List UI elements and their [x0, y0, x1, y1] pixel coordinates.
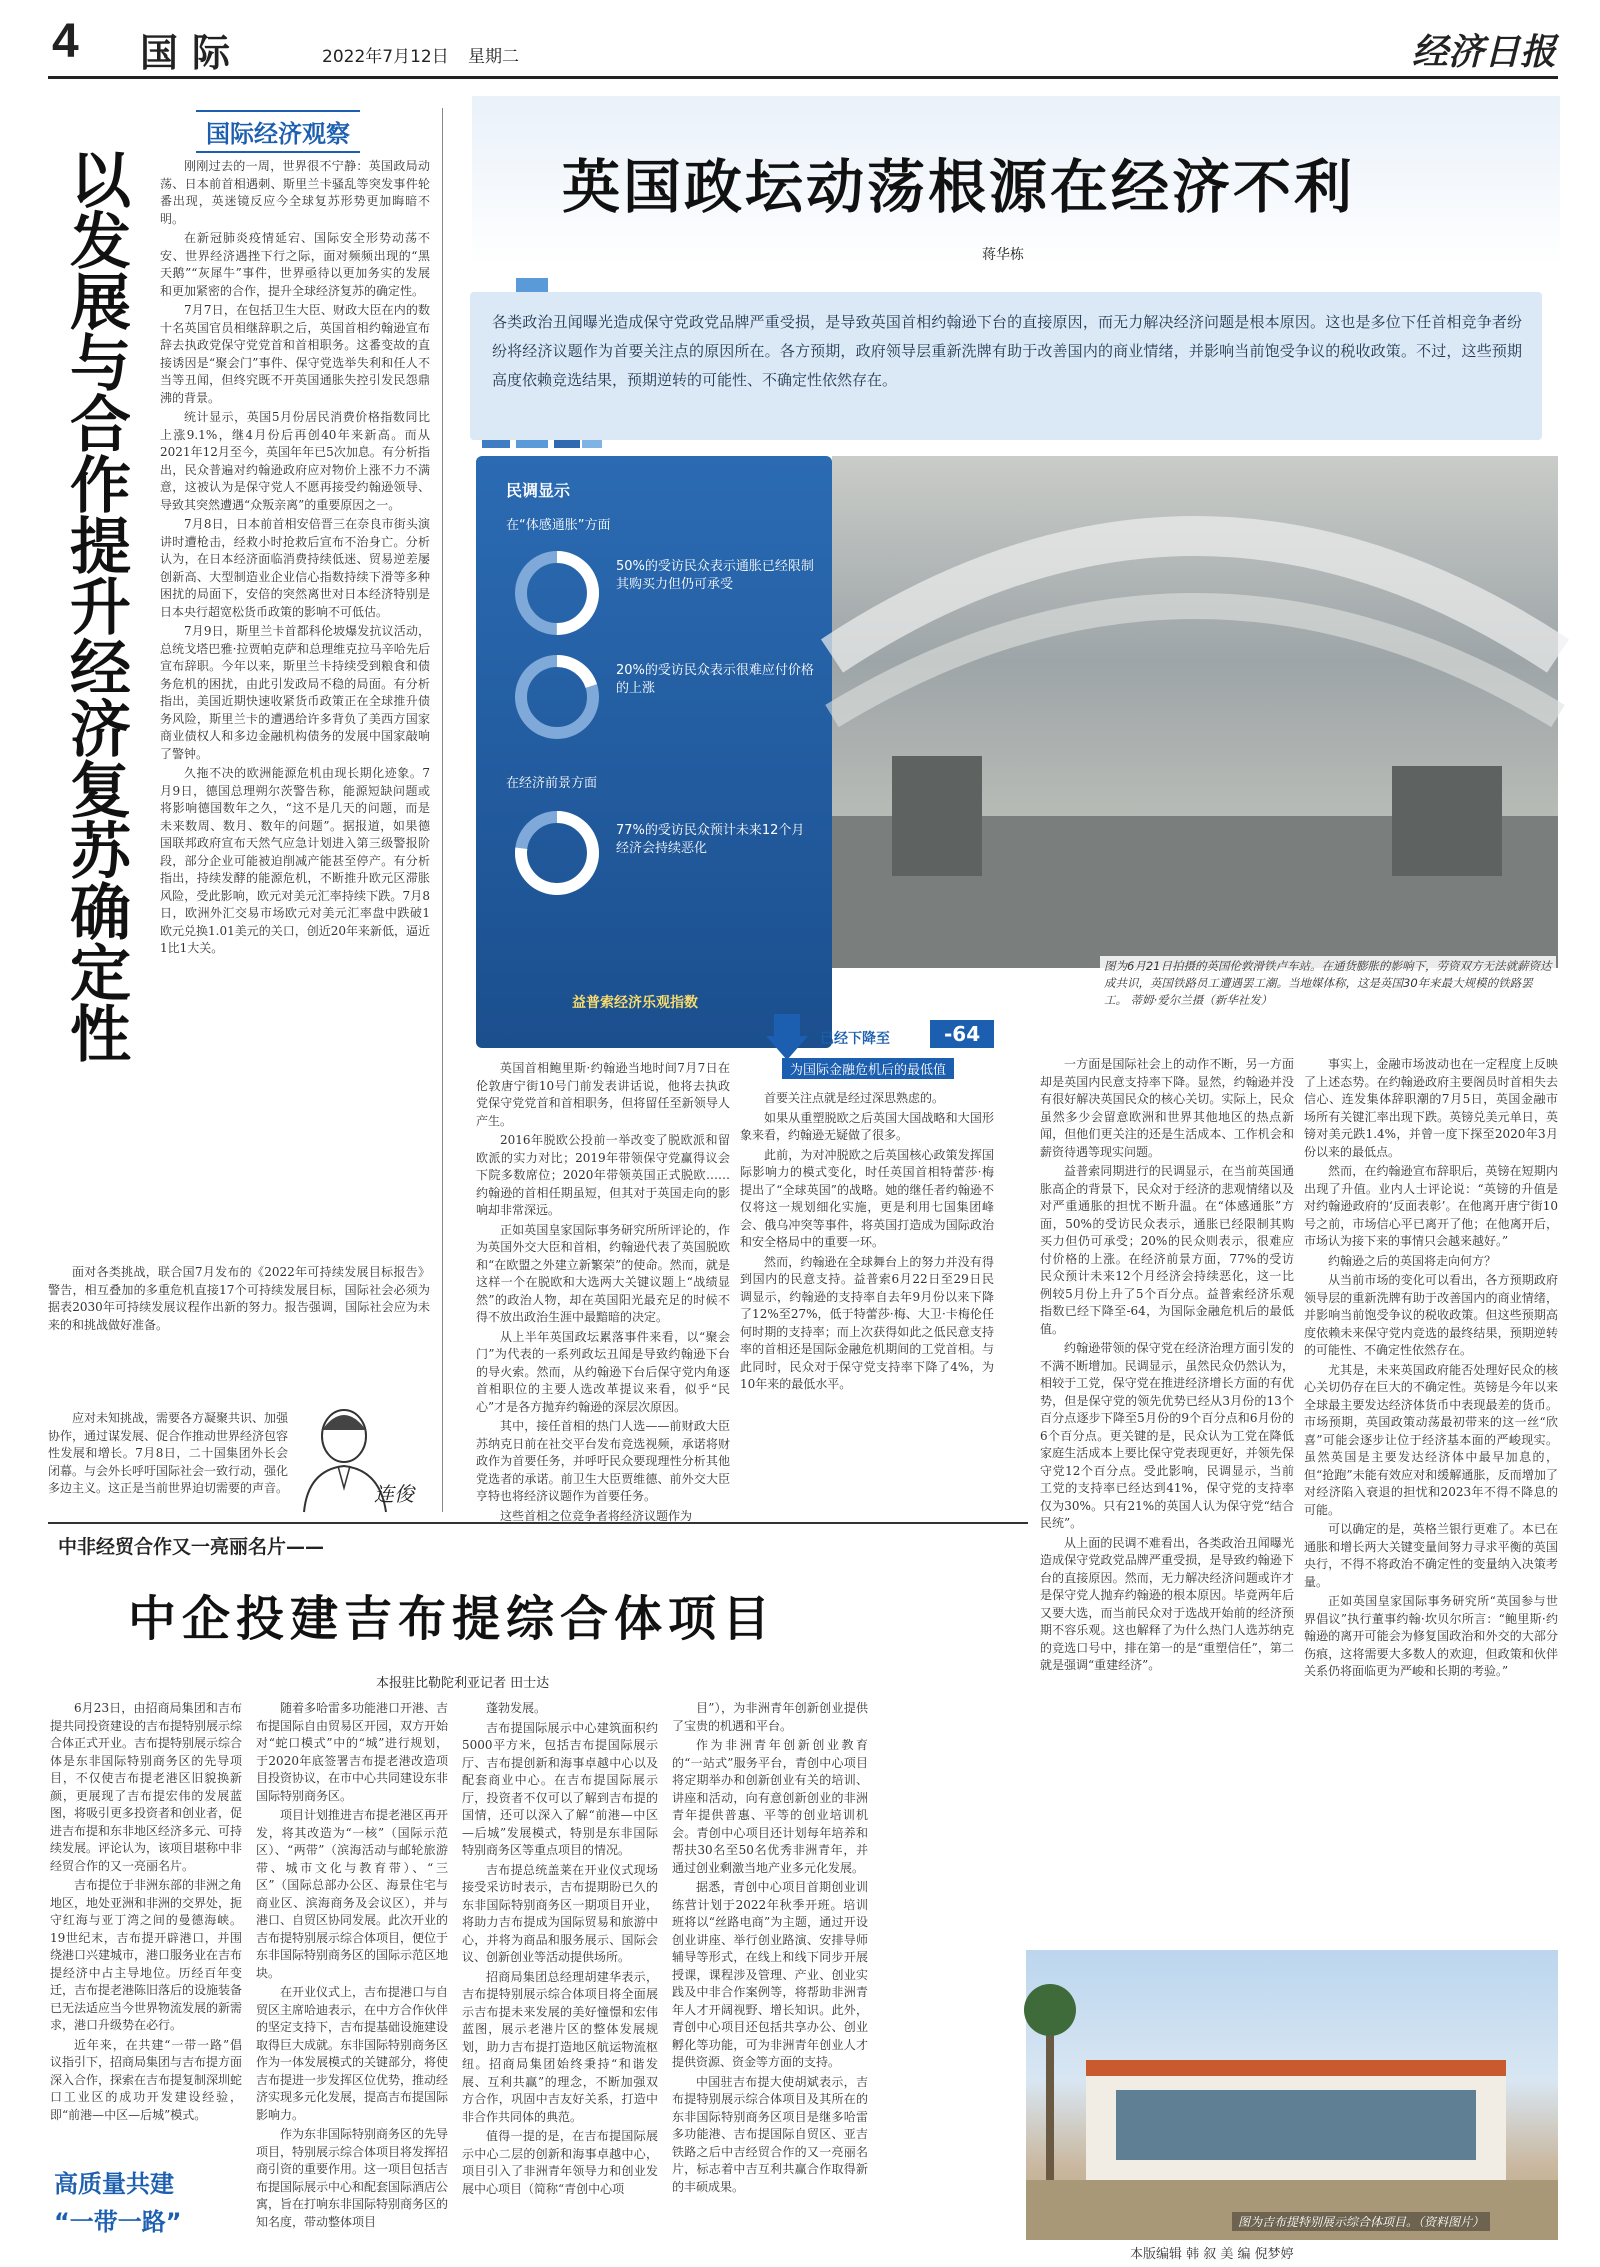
- main-paragraph: 这些首相之位竞争者将经济议题作为: [500, 1508, 693, 1523]
- bottom-paragraph: 蓬勃发展。: [486, 1701, 547, 1715]
- left-article-headline: 以发展与合作提升经济复苏确定性: [60, 148, 131, 1063]
- bottom-paragraph: 近年来，在共建“一带一路”倡议指引下，招商局集团与吉布提方面深入合作，探索在吉布提复制深圳蛇口工业区的成功开发建设经验，即“前港—中区—后城”模式。: [50, 2037, 243, 2122]
- bottom-paragraph: 6月23日，由招商局集团和吉布提共同投资建设的吉布提特别展示综合体正式开业。吉布提特别展示综合体是东非国际特别商务区的先导项目，不仅使吉布提老港区旧貌换新颜，更展现了吉布提宏伟的发展蓝图，将吸引更多投资者和创业者，促进吉布提和东非地区经济多元、可持续发展。评论认为，该项目堪称中非经贸合作的又一亮丽名片。: [50, 1701, 243, 1873]
- bottom-paragraph: 招商局集团总经理胡建华表示，吉布提特别展示综合体项目将全面展示吉布提未来发展的美好憧憬和宏伟蓝图，展示老港片区的整体发展规划，助力吉布提打造地区航运物流枢纽。招商局集团始终秉持“和谐发展、互利共赢”的理念，不断加强双方合作，巩固中吉友好关系，打造中非合作共同体的典范。: [462, 1969, 658, 2124]
- page-footer: 本版编辑 韩 叙 美 编 倪梦婷: [1130, 2247, 1294, 2262]
- main-paragraph: 事实上，金融市场波动也在一定程度上反映了上述态势。在约翰逊政府主要阁员时首相失去信心、连发集体辞职潮的7月5日，英国金融市场所有关键汇率出现下跌。英镑兑美元单日，英镑对美元跌1.4%，并曾一度下探至2020年3月份以来的最低点。: [1304, 1057, 1558, 1159]
- main-article-col3: [1040, 1056, 1294, 1938]
- main-paragraph: 英国首相鲍里斯·约翰逊当地时间7月7日在伦敦唐宁街10号门前发表讲话说，他将去执政党保守党党首和首相职务，但将留任至新领导人产生。: [476, 1061, 730, 1128]
- poll-stat-50: 50%的受访民众表示通胀已经限制其购买力但仍可承受: [616, 559, 814, 592]
- index-down-arrow-icon: [766, 1014, 808, 1060]
- donut-chart-20: [512, 652, 602, 742]
- bottom-paragraph: 吉布提位于非洲东部的非洲之角地区，地处亚洲和非洲的交界处，扼守红海与亚丁湾之间的曼德海峡。19世纪末，吉布提开辟港口，并围绕港口兴建城市，港口服务业在吉布提经济中占主导地位。历经百年变迁，吉布提老港陈旧落后的设施装备已无法适应当今世界物流发展的新需求，港口升级势在必行。: [50, 1878, 243, 2032]
- poll-section-outlook: 在经济前景方面: [506, 776, 598, 791]
- building-illustration: [1026, 1950, 1558, 2240]
- left-article-kicker: 国际经济观察: [196, 110, 360, 153]
- down-arrow-icon: [766, 1014, 808, 1060]
- main-paragraph: 正如英国皇家国际事务研究所所评论的，作为英国外交大臣和首相，约翰逊代表了英国脱欧和“在欧盟之外建立新繁荣”的使命。然而，就是这样一个在脱欧和大选两大关键议题上“战绩显然”的政治人物，却在英国阳光最充足的时候不得不放出政治生涯中最黯暗的决定。: [476, 1222, 730, 1324]
- main-paragraph: 可以确定的是，英格兰银行更难了。本已在通胀和增长两大关键变量间努力寻求平衡的英国央行，不得不将政治不确定性的变量纳入决策考量。: [1304, 1522, 1558, 1589]
- poll-index-title: 益普索经济乐观指数: [572, 995, 698, 1011]
- promo-line1: 高质量共建: [54, 2170, 174, 2198]
- left-paragraph: 面对各类挑战，联合国7月发布的《2022年可持续发展目标报告》警告，相互叠加的多重危机直接17个可持续发展目标，国际社会必须为据表2030年可持续发展议程作出新的努力。报告强调，国际社会应为未来的和挑战做好准备。: [48, 1265, 430, 1332]
- main-article-headline: 英国政坛动荡根源在经济不利: [562, 153, 1356, 221]
- bottom-article-kicker: 中非经贸合作又一亮丽名片——: [58, 1536, 325, 1558]
- page-header: [0, 0, 1600, 80]
- bottom-paragraph: 目”），为非洲青年创新创业提供了宝贵的机遇和平台。: [672, 1701, 868, 1733]
- donut-chart-50: [512, 548, 602, 638]
- bottom-paragraph: 值得一提的是，在吉布提国际展示中心二层的创新和海事卓越中心，项目引入了非洲青年领导力和创业发展中心项目（简称“青创中心项: [462, 2129, 658, 2196]
- poll-donut-77: [512, 808, 602, 898]
- bottom-article-byline: 本报驻比勒陀利亚记者 田士达: [376, 1676, 550, 1691]
- main-paragraph: 此前，为对冲脱欧之后英国核心政策发挥国际影响力的模式变化，时任英国首相特蕾莎·梅提出了“全球英国”的战略。她的继任者约翰逊不仅将这一规划细化实施，更是利用七国集团峰会、俄乌冲突等事件，将英国打造成为国际政治和安全格局中的重要一环。: [740, 1147, 994, 1249]
- left-paragraph: 7月7日，在包括卫生大臣、财政大臣在内的数十名英国官员相继辞职之后，英国首相约翰逊宣布辞去执政党保守党党首和首相职务。这番变故的直接诱因是“聚会门”事件、保守党选举失利和任人不当等丑闻，但终究既不开英国通胀失控引发民怨鼎沸的背景。: [160, 303, 430, 405]
- main-paragraph: 约翰逊之后的英国将走向何方？: [1328, 1253, 1497, 1268]
- masthead: 经济日报: [1412, 31, 1557, 73]
- main-paragraph: 约翰逊带领的保守党在经济治理方面引发的不满不断增加。民调显示，虽然民众仍然认为，相较于工党，保守党在推进经济增长方面的有优势，但是保守党的领先优势已经从3月份的13个百分点逐步下降至5月份的9个百分点和6月份的6个百分点。更关键的是，民众认为工党在降低家庭生活成本上要比保守党表现更好，并领先保守党12个百分点。受此影响，民调显示，当前工党的支持率已经达到41%，保守党的支持率仅为30%。只有21%的英国人认为保守党“结合民统”。: [1040, 1341, 1294, 1530]
- main-article-col4: [1304, 1056, 1558, 1938]
- bottom-paragraph: 吉布提总统盖莱在开业仪式现场接受采访时表示，吉布提期盼已久的东非国际特别商务区一期项目开业，将助力吉布提成为国际贸易和旅游中心，并将为商品和服务展示、国际会议、创新创业等活动提供场所。: [462, 1862, 658, 1964]
- main-article-lead-box: [470, 292, 1542, 440]
- author-signature: 连俊: [374, 1482, 414, 1506]
- optimism-index-box: [760, 1006, 1040, 1080]
- left-paragraph: 7月8日，日本前首相安倍晋三在奈良市街头演讲时遭枪击，经救小时抢救后宣布不治身亡。分析认为，在日本经济面临消费持续低迷、贸易逆差屡创新高、大型制造业企业信心指数持续下滑等多种困扰的局面下，安倍的突然离世对日本经济特别是日本央行超宽松货币政策的影响不可低估。: [160, 517, 430, 619]
- bottom-article-headline: 中企投建吉布提综合体项目: [128, 1591, 777, 1647]
- left-column-divider: [442, 108, 443, 1512]
- bottom-paragraph: 在开业仪式上，吉布提港口与自贸区主席哈迪表示，在中方合作伙伴的坚定支持下，吉布提基础设施建设取得巨大成就。东非国际特别商务区作为一体发展模式的关键部分，将使吉布提进一步发挥区位优势，推动经济实现多元化发展，提高吉布提国际影响力。: [256, 1985, 449, 2122]
- author-portrait: [294, 1400, 424, 1512]
- bottom-article-col1: [50, 1700, 242, 2142]
- bottom-paragraph: 随着多哈雷多功能港口开港、吉布提国际自由贸易区开园，双方开始对“蛇口模式”中的“城”进行规划，于2020年底签署吉布提老港改造项目投资协议，在市中心共同建设东非国际特别商务区。: [256, 1701, 449, 1803]
- issue-date: 2022年7月12日: [322, 47, 449, 67]
- station-roof-illustration: [832, 456, 1558, 968]
- index-drop-label: 已经下降至: [820, 1031, 890, 1047]
- poll-donut-50: [512, 548, 602, 638]
- left-article-body-end: [48, 1410, 288, 1512]
- promo-line2: “一带一路”: [54, 2208, 182, 2236]
- waterloo-station-photo: [832, 456, 1558, 968]
- main-paragraph: 然而，约翰逊在全球舞台上的努力并没有得到国内的民意支持。益普索6月22日至29日民调显示，约翰逊的支持率自去年9月份以来下降了12%至27%，低于特蕾莎·梅、大卫·卡梅伦任何时期的支持率；而上次获得如此之低民意支持率的首相还是国际金融危机期间的工党首相。与此同时，民众对于保守党支持率下降了4%，为10年来的最低水平。: [740, 1254, 994, 1391]
- photo-caption: 图为6月21日拍摄的英国伦敦滑铁卢车站。在通货膨胀的影响下，劳资双方无法就薪资达成共识，英国铁路员工遭遇罢工潮。当地媒体称，这是英国30年来最大规模的铁路罢工。 蒂姆·爱尔兰摄（新华社发）: [1104, 959, 1552, 1007]
- djibouti-complex-photo: [1026, 1950, 1558, 2240]
- page-number: 4: [52, 15, 79, 68]
- belt-road-promo: [48, 2160, 240, 2260]
- section-name: 国际: [140, 30, 245, 75]
- bottom-article-col3: [462, 1700, 658, 2260]
- main-article-col2: [740, 1090, 994, 1512]
- main-paragraph: 从上半年英国政坛累落事件来看，以“聚会门”为代表的一系列政坛丑闻是导致约翰逊下台的导火索。然而，从约翰逊下台后保守党内角逐首相职位的主要人选改革提议来看，似乎“民心”才是各方抛弃约翰逊的深层次原因。: [476, 1329, 730, 1414]
- bottom-paragraph: 中国驻吉布提大使胡斌表示，吉布提特别展示综合体项目及其所在的东非国际特别商务区项目是继多哈雷多功能港、吉布提国际自贸区、亚吉铁路之后中吉经贸合作的又一亮丽名片，标志着中吉互利共赢合作取得新的丰硕成果。: [672, 2074, 868, 2194]
- main-paragraph: 尤其是，未来英国政府能否处理好民众的核心关切仍存在巨大的不确定性。英镑是今年以来全球最主要发达经济体货币中表现最差的货币。市场预期，英国政策动荡最初带来的这一丝“欣喜”可能会逐步让位于经济基本面的严峻现实。虽然英国是主要发达经济体中最早加息的，但“抢跑”未能有效应对和缓解通胀，反而增加了对经济陷入衰退的担忧和2023年不得不降息的可能。: [1304, 1362, 1558, 1517]
- main-paragraph: 从上面的民调不难看出，各类政治丑闻曝光造成保守党政党品牌严重受损，是导致约翰逊下台的直接原因。然而，无力解决经济问题或许才是保守党人抛弃约翰逊的根本原因。毕竟两年后又要大选，而当前民众对于选战开始前的经济预期不容乐观。这也解释了为什么热门人选苏纳克的竞选口号中，排在第一的是“重塑信任”，第二就是强调“重建经济”。: [1040, 1535, 1294, 1672]
- left-paragraph: 统计显示，英国5月份居民消费价格指数同比上涨9.1%，继4月份后再创40年来新高。而从2021年12月至今，英国年年已5次加息。有分析指出，民众普遍对约翰逊政府应对物价上涨不力不满意，这被认为是保守党人不愿再接受约翰逊领导、导致其突然遭遇“众叛亲离”的重要原因之一。: [160, 410, 430, 512]
- left-paragraph: 应对未知挑战，需要各方凝聚共识、加强协作，通过谋发展、促合作推动世界经济包容性发展和增长。7月8日，二十国集团外长会闭幕。与会外长呼吁国际社会一致行动，强化多边主义。这正是当前世界迫切需要的声音。: [48, 1411, 289, 1495]
- donut-chart-77: [512, 808, 602, 898]
- main-paragraph: 正如英国皇家国际事务研究所“英国参与世界倡议”执行董事约翰·坎贝尔所言：“鲍里斯·约翰逊的离开可能会为修复国政治和外交的大部分伤痕，这将需要大多数人的欢迎，但政策和伙伴关系仍将面临更为严峻和长期的考验。”: [1304, 1594, 1558, 1678]
- main-article-col1: [476, 1060, 730, 1523]
- main-article-byline: 蒋华栋: [982, 247, 1024, 263]
- main-paragraph: 从当前市场的变化可以看出，各方预期政府领导层的重新洗牌有助于改善国内的商业情绪，并影响当前饱受争议的税收政策。但这些预期高度依赖未来保守党内竞选的最终结果，预期逆转的可能性、不确定性依然存在。: [1304, 1273, 1558, 1357]
- bottom-article-col4: [672, 1700, 868, 2260]
- poll-donut-20: [512, 652, 602, 742]
- main-paragraph: 首要关注点就是经过深思熟虑的。: [764, 1091, 945, 1105]
- left-article-body: [160, 158, 430, 1256]
- bottom-section-rule: [48, 1522, 1028, 1524]
- main-paragraph: 如果从重塑脱欧之后英国大国战略和大国形象来看，约翰逊无疑做了很多。: [740, 1110, 994, 1142]
- index-value: -64: [930, 1020, 994, 1048]
- bottom-paragraph: 项目计划推进吉布提老港区再开发，将其改造为“一核”（国际示范区）、“两带”（滨海活动与邮轮旅游带、城市文化与教育带）、“三区”（国际总部办公区、海景住宅与商业区、滨海商务及会议区），并与港口、自贸区协同发展。此次开业的吉布提特别展示综合体项目，便位于东非国际特别商务区的国际示范区地块。: [256, 1808, 449, 1980]
- main-article-lead: 各类政治丑闻曝光造成保守党政党品牌严重受损，是导致英国首相约翰逊下台的直接原因，而无力解决经济问题是根本原因。这也是多位下任首相竞争者纷纷将经济议题作为首要关注点的原因所在。各方预期，政府领导层重新洗牌有助于改善国内的商业情绪，并影响当前饱受争议的税收政策。不过，这些预期高度依赖竞选结果，预期逆转的可能性、不确定性依然存在。: [492, 313, 1522, 389]
- poll-stat-77: 77%的受访民众预计未来12个月经济会持续恶化: [616, 823, 805, 856]
- left-paragraph: 在新冠肺炎疫情延宕、国际安全形势动荡不安、世界经济遇挫下行之际，面对频频出现的“黑天鹅”“灰犀牛”事件，世界亟待以更加务实的发展和更加紧密的合作，提升全球经济复苏的确定性。: [160, 231, 430, 298]
- left-paragraph: 久拖不决的欧洲能源危机由现长期化迹象。7月9日，德国总理朔尔茨警告称，能源短缺问题或将影响德国数年之久，“这不是几天的问题，而是未来数周、数月、数年的问题”。据报道，如果德国联邦政府宣布天然气应急计划进入第三级警报阶段，部分企业可能被迫削减产能甚至停产。有分析指出，持续发酵的能源危机，不断推升欧元区滞胀风险，受此影响，欧元对美元汇率持续下跌。7月8日，欧洲外汇交易市场欧元对美元汇率盘中跌破1欧元兑换1.01美元的关口，创近20年来新低，逼近1比1大关。: [160, 766, 430, 955]
- main-paragraph: 2016年脱欧公投前一举改变了脱欧派和留欧派的实力对比；2019年带领保守党赢得议会下院多数席位；2020年带领英国正式脱欧……约翰逊的首相任期虽短，但其对于英国走向的影响却非常深远。: [476, 1133, 730, 1217]
- left-paragraph: 刚刚过去的一周，世界很不宁静：英国政局动荡、日本前首相遇刺、斯里兰卡骚乱等突发事件轮番出现，英迷镜反应今全球复苏形势更加晦暗不明。: [160, 159, 430, 226]
- bottom-article-col2: [256, 1700, 448, 2260]
- bottom-paragraph: 作为东非国际特别商务区的先导项目，特别展示综合体项目将发挥招商引资的重要作用。这一项目包括吉布提国际展示中心和配套国际酒店公寓，旨在打响东非国际特别商务区的知名度，带动整体项目: [256, 2127, 449, 2229]
- header-rule: [48, 76, 1558, 79]
- issue-weekday: 星期二: [468, 47, 519, 67]
- poll-title: 民调显示: [506, 481, 571, 500]
- bottom-paragraph: 吉布提国际展示中心建筑面积约5000平方米，包括吉布提国际展示厅、吉布提创新和海事卓越中心以及配套商业中心。在吉布提国际展示厅，投资者不仅可以了解到吉布提的国情，还可以深入了解“前港—中区—后城”发展模式，特别是东非国际特别商务区等重点项目的情况。: [462, 1720, 658, 1857]
- main-paragraph: 一方面是国际社会上的动作不断，另一方面却是英国内民意支持率下降。显然，约翰逊并没有很好解决英国民众的核心关切。实际上，民众虽然多少会留意欧洲和世界其他地区的热点新闻，但他们更关注的还是生活成本、工作机会和薪资待遇等现实问题。: [1040, 1057, 1294, 1159]
- poll-stat-20: 20%的受访民众表示很难应付价格的上涨: [616, 663, 814, 696]
- main-paragraph: 益普索同期进行的民调显示，在当前英国通胀高企的背景下，民众对于经济的悲观情绪以及对严重通胀的担忧不断升温。在“体感通胀”方面，50%的受访民众表示，通胀已经限制其购买力但仍可承受；20%的民众则表示，很难应付价格的上涨。在经济前景方面，77%的受访民众预计未来12个月经济会持续恶化，这一比例较5月份上升了5个百分点。益普索经济乐观指数已经下降至-64，为国际金融危机后的最低值。: [1040, 1164, 1294, 1336]
- bottom-paragraph: 作为非洲青年创新创业教育的“一站式”服务平台，青创中心项目将定期举办和创新创业有关的培训、讲座和活动，向有意创新创业的非洲青年提供普惠、平等的创业培训机会。青创中心项目还计划每年培养和帮扶30名至50名优秀非洲青年，并通过创业剩激当地产业多元化发展。: [672, 1738, 868, 1875]
- bottom-paragraph: 据悉，青创中心项目首期创业训练营计划于2022年秋季开班。培训班将以“丝路电商”为主题，通过开设创业讲座、举行创业路演、安排导师辅导等形式，在线上和线下同步开展授课，课程涉及管理、产业、创业实践及中非合作案例等，将帮助非洲青年人才开阔视野、增长知识。此外，青创中心项目还包括共享办公、创业孵化等功能，可为非洲青年创业人才提供资源、资金等方面的支持。: [672, 1880, 868, 2069]
- main-paragraph: 然而，在约翰逊宣布辞职后，英镑在短期内出现了升值。业内人士评论说：“英镑的升值是对约翰逊政府的‘反面表彰’。在他离开唐宁街10号之前，市场信心平已离开了他；在他离开后，市场认为接下来的事情只会越来越好。”: [1304, 1164, 1558, 1248]
- index-note: 为国际金融危机后的最低值: [782, 1058, 954, 1079]
- poll-section-inflation: 在“体感通胀”方面: [506, 518, 611, 533]
- poll-infographic: [476, 456, 832, 1048]
- left-paragraph: 7月9日，斯里兰卡首都科伦坡爆发抗议活动，总统戈塔巴雅·拉贾帕克萨和总理维克拉马辛哈先后宣布辞职。今年以来，斯里兰卡持续受到粮食和债务危机的困扰，由此引发政局不稳的局面。有分析指出，美国近期快速收紧货币政策正在全球推升债务风险，斯里兰卡的遭遇给许多背负了美西方国家商业债权人和多边金融机构债务的发展中国家敲响了警钟。: [160, 624, 430, 761]
- djibouti-photo-caption: 图为吉布提特别展示综合体项目。（资料图片）: [1232, 2212, 1490, 2231]
- main-paragraph: 其中，接任首相的热门人选——前财政大臣苏纳克日前在社交平台发布竞选视频，承诺将财政作为首要任务，并呼吁民众要现理性分析其他党选者的承诺。前卫生大臣贾维德、前外交大臣亨特也将经济议题作为首要任务。: [476, 1419, 730, 1503]
